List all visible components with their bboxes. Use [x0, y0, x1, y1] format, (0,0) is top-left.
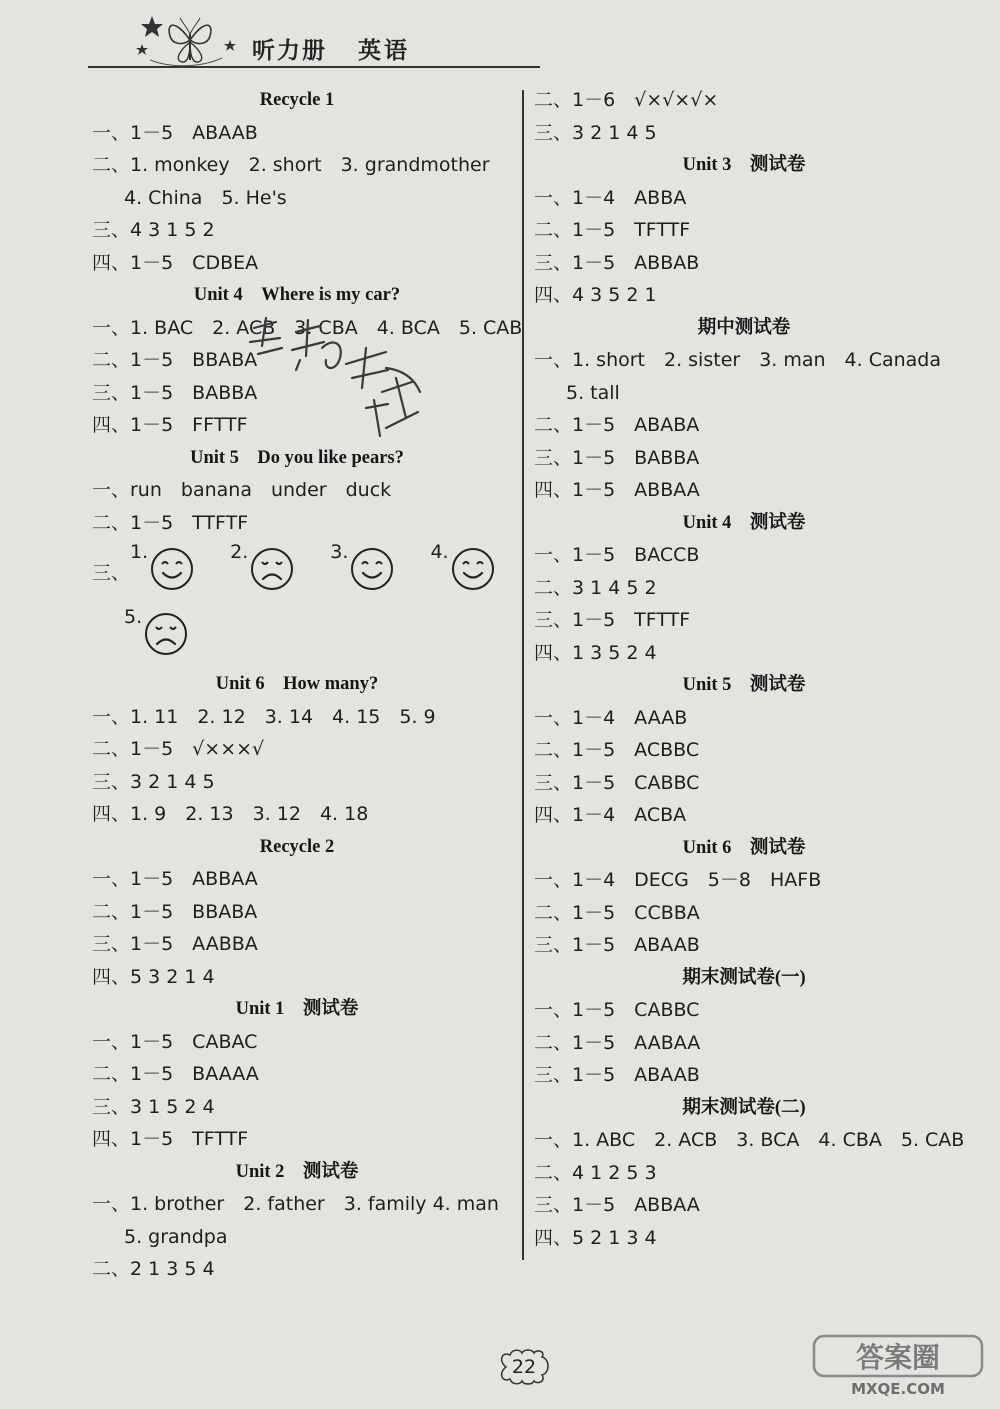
- answer-line: 四、1 3 5 2 4: [534, 641, 657, 664]
- answer-line: 一、1－5 CABBC: [534, 999, 700, 1021]
- watermark-site: MXQE.COM: [851, 1380, 945, 1398]
- face-row-prefix: 三、: [92, 562, 131, 584]
- answer-line: 四、5 3 2 1 4: [92, 965, 215, 988]
- answer-line: 二、1－5 CCBBA: [534, 901, 700, 924]
- answer-line: 三、1－5 ABBAA: [534, 1194, 700, 1216]
- section-title: Recycle 2: [259, 836, 335, 857]
- section-title: Unit 6 How many?: [215, 674, 379, 694]
- page-header: [0, 0, 1000, 80]
- face-item: [130, 541, 194, 596]
- watermark-logo: [808, 1330, 988, 1380]
- face-answer-row: [92, 604, 502, 668]
- answer-line: 三、4 3 1 5 2: [92, 219, 215, 241]
- face-number: 5.: [124, 605, 143, 628]
- answer-line: 一、1－4 AAAB: [534, 706, 688, 729]
- answer-line: 二、1－5 BBABA: [92, 900, 258, 923]
- answer-line: 二、1－5 BAAAA: [92, 1063, 259, 1085]
- section-title: Unit 4 测试卷: [682, 512, 806, 533]
- answer-line: 5. tall: [566, 381, 620, 404]
- answer-line: 二、1－5 BBABA: [92, 349, 258, 371]
- answer-line: 四、1－5 CDBEA: [92, 251, 259, 274]
- book-title: 听力册: [252, 38, 327, 64]
- answer-line: 一、1. short 2. sister 3. man 4. Canada: [534, 349, 942, 371]
- answer-line: 四、4 3 5 2 1: [534, 284, 657, 306]
- section-title: Unit 5 Do you like pears?: [190, 447, 404, 468]
- answer-line: 四、1－5 ABBAA: [534, 479, 700, 501]
- sad-face-icon: [248, 547, 294, 596]
- answer-line: 一、1. BAC 2. ACB 3. CBA 4. BCA 5. CAB: [92, 316, 523, 339]
- answer-line: 四、1. 9 2. 13 3. 12 4. 18: [92, 803, 369, 825]
- answer-line: 四、1－5 FFTTF: [92, 414, 248, 436]
- face-item: [330, 541, 394, 596]
- answer-line: 一、1－5 BACCB: [534, 544, 700, 566]
- answer-line: 一、1. 11 2. 12 3. 14 4. 15 5. 9: [92, 705, 436, 728]
- face-number: 4.: [430, 541, 449, 563]
- answer-line: 三、1－5 TFTTF: [534, 609, 691, 631]
- answer-line: 一、1－5 CABAC: [92, 1030, 258, 1053]
- answer-line: 二、1－5 AABAA: [534, 1031, 701, 1054]
- face-number: 1.: [130, 541, 149, 563]
- left-column: [92, 84, 523, 1286]
- answer-line: 二、1－5 TTFTF: [92, 511, 249, 534]
- answer-line: 二、2 1 3 5 4: [92, 1258, 215, 1280]
- header-rule: [88, 66, 540, 68]
- face-item: [430, 541, 494, 596]
- section-title: 期末测试卷(一): [682, 967, 806, 988]
- answer-line: 二、1－5 √×××√: [92, 738, 265, 760]
- answer-line: 三、1－5 CABBC: [534, 771, 700, 794]
- answer-line: 三、3 2 1 4 5: [92, 770, 215, 793]
- answer-line: 三、1－5 ABBAB: [534, 251, 700, 274]
- face-answer-row: [92, 539, 502, 604]
- butterfly-stars-icon: [130, 10, 240, 70]
- page-number: 22: [496, 1347, 552, 1387]
- handwritten-stamp: [236, 308, 436, 468]
- section-title: Unit 3 测试卷: [682, 155, 806, 175]
- answer-line: 5. grandpa: [124, 1225, 228, 1248]
- face-number: 2.: [230, 541, 249, 563]
- face-item: [230, 541, 294, 596]
- subject-title: 英语: [358, 38, 410, 64]
- section-title: Unit 2 测试卷: [235, 1161, 359, 1182]
- smiley-face-icon: [348, 547, 394, 596]
- section-title: Unit 6 测试卷: [682, 837, 806, 858]
- section-title: Unit 5 测试卷: [682, 675, 806, 695]
- smiley-face-icon: [148, 547, 194, 596]
- answer-line: 一、1－4 ABBA: [534, 186, 687, 209]
- answer-line: 一、1－4 DECG 5－8 HAFB: [534, 869, 822, 891]
- svg-text:答案圈: 答案圈: [855, 1341, 941, 1374]
- answer-line: 一、run banana under duck: [92, 479, 392, 501]
- section-title: Unit 4 Where is my car?: [193, 285, 401, 305]
- answer-line: 三、3 1 5 2 4: [92, 1095, 215, 1118]
- answer-line: 二、1. monkey 2. short 3. grandmother: [92, 154, 490, 176]
- column-divider: [522, 90, 524, 1260]
- answer-line: 二、3 1 4 5 2: [534, 576, 657, 599]
- answer-line: 四、1－4 ACBA: [534, 804, 687, 826]
- section-title: Unit 1 测试卷: [235, 999, 359, 1019]
- answer-line: 二、1－5 TFTTF: [534, 219, 691, 241]
- answer-line: 二、1－5 ACBBC: [534, 739, 700, 761]
- section-title: 期末测试卷(二): [682, 1097, 806, 1118]
- answer-line: 三、3 2 1 4 5: [534, 121, 657, 144]
- answer-line: 一、1－5 ABAAB: [92, 121, 258, 144]
- answer-line: 一、1. ABC 2. ACB 3. BCA 4. CBA 5. CAB: [534, 1129, 965, 1151]
- right-column: [534, 84, 965, 1254]
- smiley-face-icon: [449, 547, 495, 596]
- watermark: [808, 1330, 988, 1405]
- answer-line: 二、1－6 √×√×√×: [534, 89, 719, 111]
- answer-line: 四、1－5 TFTTF: [92, 1128, 249, 1150]
- answer-line: 三、1－5 ABAAB: [534, 934, 700, 956]
- answer-line: 4. China 5. He's: [124, 186, 287, 209]
- answer-line: 四、5 2 1 3 4: [534, 1226, 657, 1249]
- answer-line: 三、1－5 AABBA: [92, 933, 258, 955]
- face-number: 3.: [330, 541, 349, 563]
- answer-line: 一、1－5 ABBAA: [92, 868, 258, 890]
- answer-line: 二、1－5 ABABA: [534, 414, 700, 436]
- answer-line: 一、1. brother 2. father 3. family 4. man: [92, 1193, 499, 1215]
- answer-line: 三、1－5 ABAAB: [534, 1064, 700, 1086]
- answer-line: 二、4 1 2 5 3: [534, 1161, 657, 1184]
- face-item: [124, 605, 188, 661]
- answer-line: 三、1－5 BABBA: [534, 446, 700, 469]
- section-title: Recycle 1: [259, 90, 335, 110]
- answer-line: 三、1－5 BABBA: [92, 381, 258, 404]
- sad-face-icon: [142, 612, 188, 661]
- section-title: 期中测试卷: [697, 317, 791, 338]
